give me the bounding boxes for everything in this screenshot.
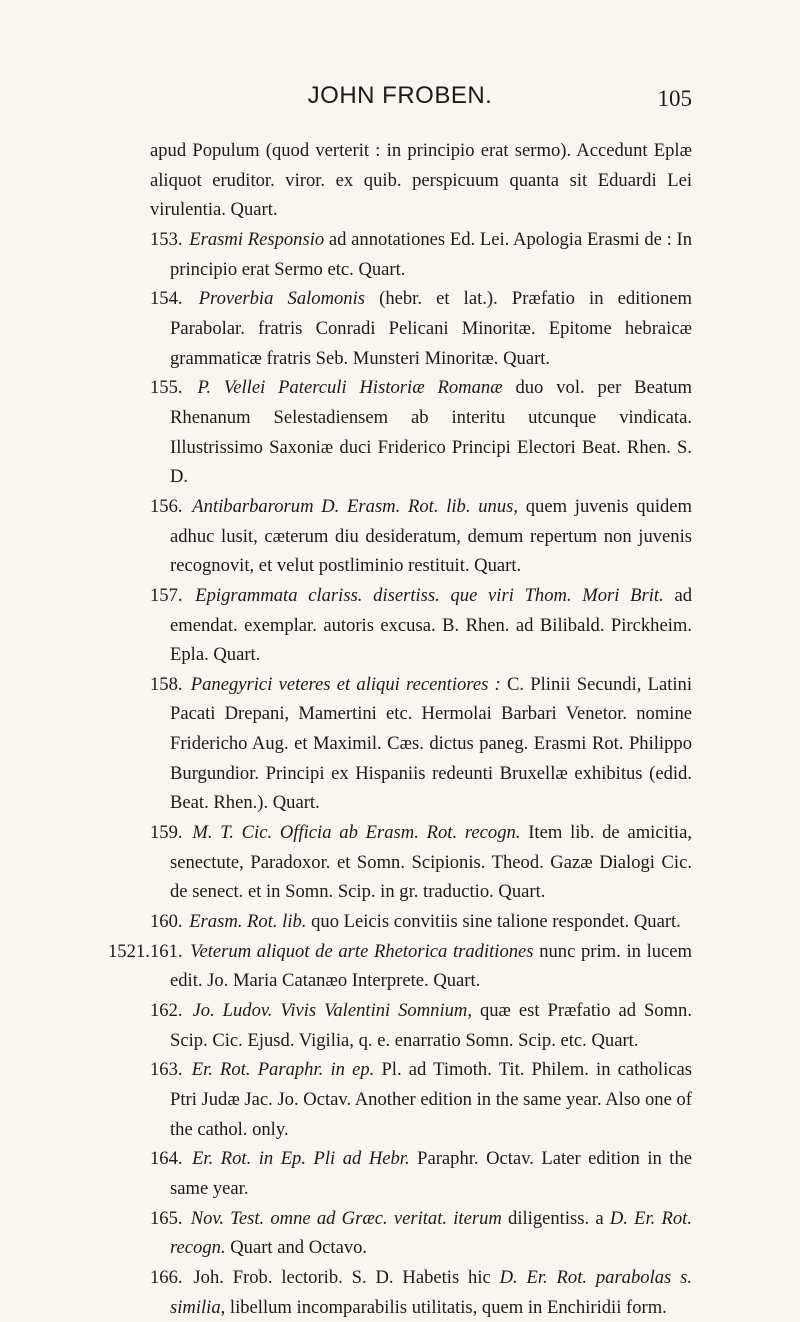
bibliography-entry	[150, 284, 692, 373]
entry-title: Jo. Ludov. Vivis Valentini Somnium	[192, 1000, 468, 1022]
entry-title: Antibarbarorum D. Erasm. Rot. lib. unus	[192, 495, 514, 517]
bibliography-entry	[150, 907, 692, 937]
entry-text: quo Leicis convitiis sine talione respondet. Quart.	[306, 911, 681, 933]
running-head: JOHN FROBEN.	[307, 82, 493, 109]
year-marker: 1521.	[108, 940, 150, 962]
entry-text: ad annotationes Ed. Lei. Apologia Erasmi de : In principio erat Sermo etc. Quart.	[170, 228, 692, 280]
entry-text: duo vol. per Beatum Rhenanum Selestadiensem ab interitu utcunque vindicata. Illustrissimo Saxoniæ duci Friderico Principi Electori Beat. Rhen. S. D.	[170, 377, 692, 488]
entry-title: Veterum aliquot de arte Rhetorica traditiones	[190, 940, 534, 962]
entry-number: 165.	[150, 1207, 183, 1229]
entry-number: 160.	[150, 911, 183, 933]
entry-title: Proverbia Salomonis	[198, 288, 366, 310]
entry-text: Quart and Octavo.	[225, 1237, 368, 1259]
entry-title: Er. Rot. in Ep. Pli ad Hebr.	[192, 1148, 410, 1170]
entry-number: 154.	[150, 288, 183, 310]
entry-number: 162.	[150, 1000, 183, 1022]
entry-title: Nov. Test. omne ad Græc. veritat. iterum	[190, 1207, 502, 1229]
entry-number: 158.	[150, 673, 183, 695]
entry-number: 159.	[150, 822, 183, 844]
entry-text: nunc prim. in lucem edit. Jo. Maria Catanæo Interprete. Quart.	[170, 940, 692, 992]
entry-text: ad emendat. exemplar. autoris excusa. B. Rhen. ad Bilibald. Pirckheim. Epla. Quart.	[170, 584, 693, 666]
entry-number: 164.	[150, 1148, 183, 1170]
entry-text: (hebr. et lat.). Præfatio in editionem Parabolar. fratris Conradi Pelicani Minoritæ. Epitome hebraicæ grammaticæ fratris Seb. Munsteri Minoritæ. Quart.	[170, 288, 692, 369]
bibliography-list	[108, 136, 693, 1322]
page-number: 105	[657, 86, 692, 111]
entry-title: P. Vellei Paterculi Historiæ Romanæ	[197, 377, 503, 399]
entry-text: Item lib. de amicitia, senectute, Paradoxor. et Somn. Scipionis. Theod. Gazæ Dialogi Cic. de senect. et in Somn. Scip. in gr. traductio. Quart.	[170, 822, 692, 903]
entry-title: D. Er. Rot. recogn.	[170, 1207, 692, 1259]
entry-title: Erasmi Responsio	[189, 228, 325, 250]
entry-title: M. T. Cic. Officia ab Erasm. Rot. recogn.	[192, 822, 521, 844]
bibliography-entry	[150, 136, 692, 225]
entry-title: Erasm. Rot. lib.	[189, 911, 307, 933]
bibliography-entry	[150, 225, 692, 284]
entry-number: 156.	[150, 495, 183, 517]
entry-text: C. Plinii Secundi, Latini Pacati Drepani, Mamertini etc. Hermolai Barbari Venetor. nomine Fridericho Aug. et Maximil. Cæs. dictus paneg. Erasmi Rot. Philippo Burgundior. Principi ex Hispaniis redeunti Bruxellæ exhibitus (edid. Beat. Rhen.). Quart.	[170, 673, 692, 814]
entry-text: , libellum incomparabilis utilitatis, quem in Enchiridii form.	[220, 1296, 667, 1318]
entry-number: 166.	[150, 1266, 183, 1288]
entry-text: Paraphr. Octav. Later edition in the same year.	[170, 1148, 693, 1199]
bibliography-entry	[150, 670, 692, 818]
entry-text: Joh. Frob. lectorib. S. D. Habetis hic	[193, 1266, 500, 1288]
entry-text: apud Populum (quod verterit : in principio erat sermo). Accedunt Eplæ aliquot eruditor. viror. ex quib. perspicuum quanta sit Eduardi Lei virulentia. Quart.	[150, 140, 692, 221]
entry-number: 161.	[150, 940, 183, 962]
entry-number: 157.	[150, 584, 183, 606]
bibliography-entry	[150, 1204, 692, 1263]
bibliography-entry	[108, 937, 692, 996]
entry-text: , quem juvenis quidem adhuc lusit, cæterum diu desideratum, demum repertum non juvenis recognovit, et velut postliminio restituit. Quart.	[170, 495, 693, 577]
entry-number: 155.	[150, 377, 183, 399]
bibliography-entry	[150, 1144, 692, 1203]
bibliography-entry	[150, 581, 692, 670]
bibliography-entry	[150, 996, 692, 1055]
entry-text: Pl. ad Timoth. Tit. Philem. in catholicas Ptri Judæ Jac. Jo. Octav. Another edition in the same year. Also one of the cathol. only.	[170, 1059, 692, 1140]
entry-title: Epigrammata clariss. disertiss. que viri Thom. Mori Brit.	[195, 584, 664, 606]
bibliography-entry	[150, 818, 692, 907]
bibliography-entry	[150, 373, 692, 492]
page-header	[0, 82, 800, 122]
bibliography-entry	[150, 492, 692, 581]
entry-title: D. Er. Rot. parabolas s. similia	[170, 1266, 693, 1318]
entry-title: Er. Rot. Paraphr. in ep.	[191, 1059, 375, 1081]
entry-number: 153.	[150, 228, 183, 250]
entry-title: Panegyrici veteres et aliqui recentiores :	[190, 673, 501, 695]
bibliography-entry	[150, 1263, 692, 1322]
entry-number: 163.	[150, 1059, 183, 1081]
bibliography-entry	[150, 1055, 692, 1144]
entry-text: , quæ est Præfatio ad Somn. Scip. Cic. Ejusd. Vigilia, q. e. enarratio Somn. Scip. etc. Quart.	[170, 1000, 692, 1051]
entry-text: diligentiss. a	[501, 1207, 610, 1229]
